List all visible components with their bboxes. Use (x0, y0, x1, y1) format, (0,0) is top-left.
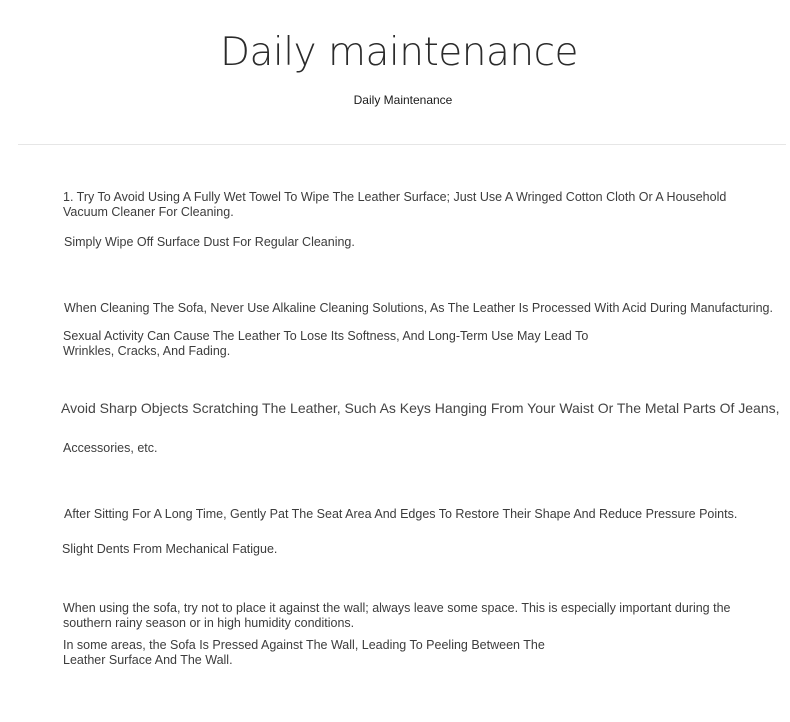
page-subtitle: Daily Maintenance (353, 93, 453, 107)
header-divider (18, 144, 786, 145)
paragraph-accessories: Accessories, etc. (63, 441, 158, 455)
paragraph-wipe-dust: Simply Wipe Off Surface Dust For Regular Cleaning. (64, 235, 355, 249)
paragraph-wall-peeling: In some areas, the Sofa Is Pressed Against The Wall, Leading To Peeling Between The Leather Surface And The Wall. (63, 638, 545, 667)
page-title: Daily maintenance (219, 30, 579, 75)
paragraph-leather-softness: Sexual Activity Can Cause The Leather To Lose Its Softness, And Long-Term Use May Lead To Wrinkles, Cracks, And Fading. (63, 329, 589, 358)
paragraph-slight-dents: Slight Dents From Mechanical Fatigue. (62, 542, 278, 556)
paragraph-alkaline-cleaning: When Cleaning The Sofa, Never Use Alkaline Cleaning Solutions, As The Leather Is Processed With Acid During Manufacturing. (64, 301, 773, 315)
paragraph-wet-towel: 1. Try To Avoid Using A Fully Wet Towel To Wipe The Leather Surface; Just Use A Wringed Cotton Cloth Or A Household Vacuum Cleaner For Cleaning. (63, 190, 727, 219)
paragraph-pat-seat: After Sitting For A Long Time, Gently Pat The Seat Area And Edges To Restore Their Shape And Reduce Pressure Points. (64, 507, 738, 521)
paragraph-sharp-objects: Avoid Sharp Objects Scratching The Leather, Such As Keys Hanging From Your Waist Or The Metal Parts Of Jeans, (61, 400, 780, 416)
paragraph-wall-space: When using the sofa, try not to place it against the wall; always leave some space. This is especially important during the southern rainy season or in high humidity conditions. (63, 601, 731, 630)
